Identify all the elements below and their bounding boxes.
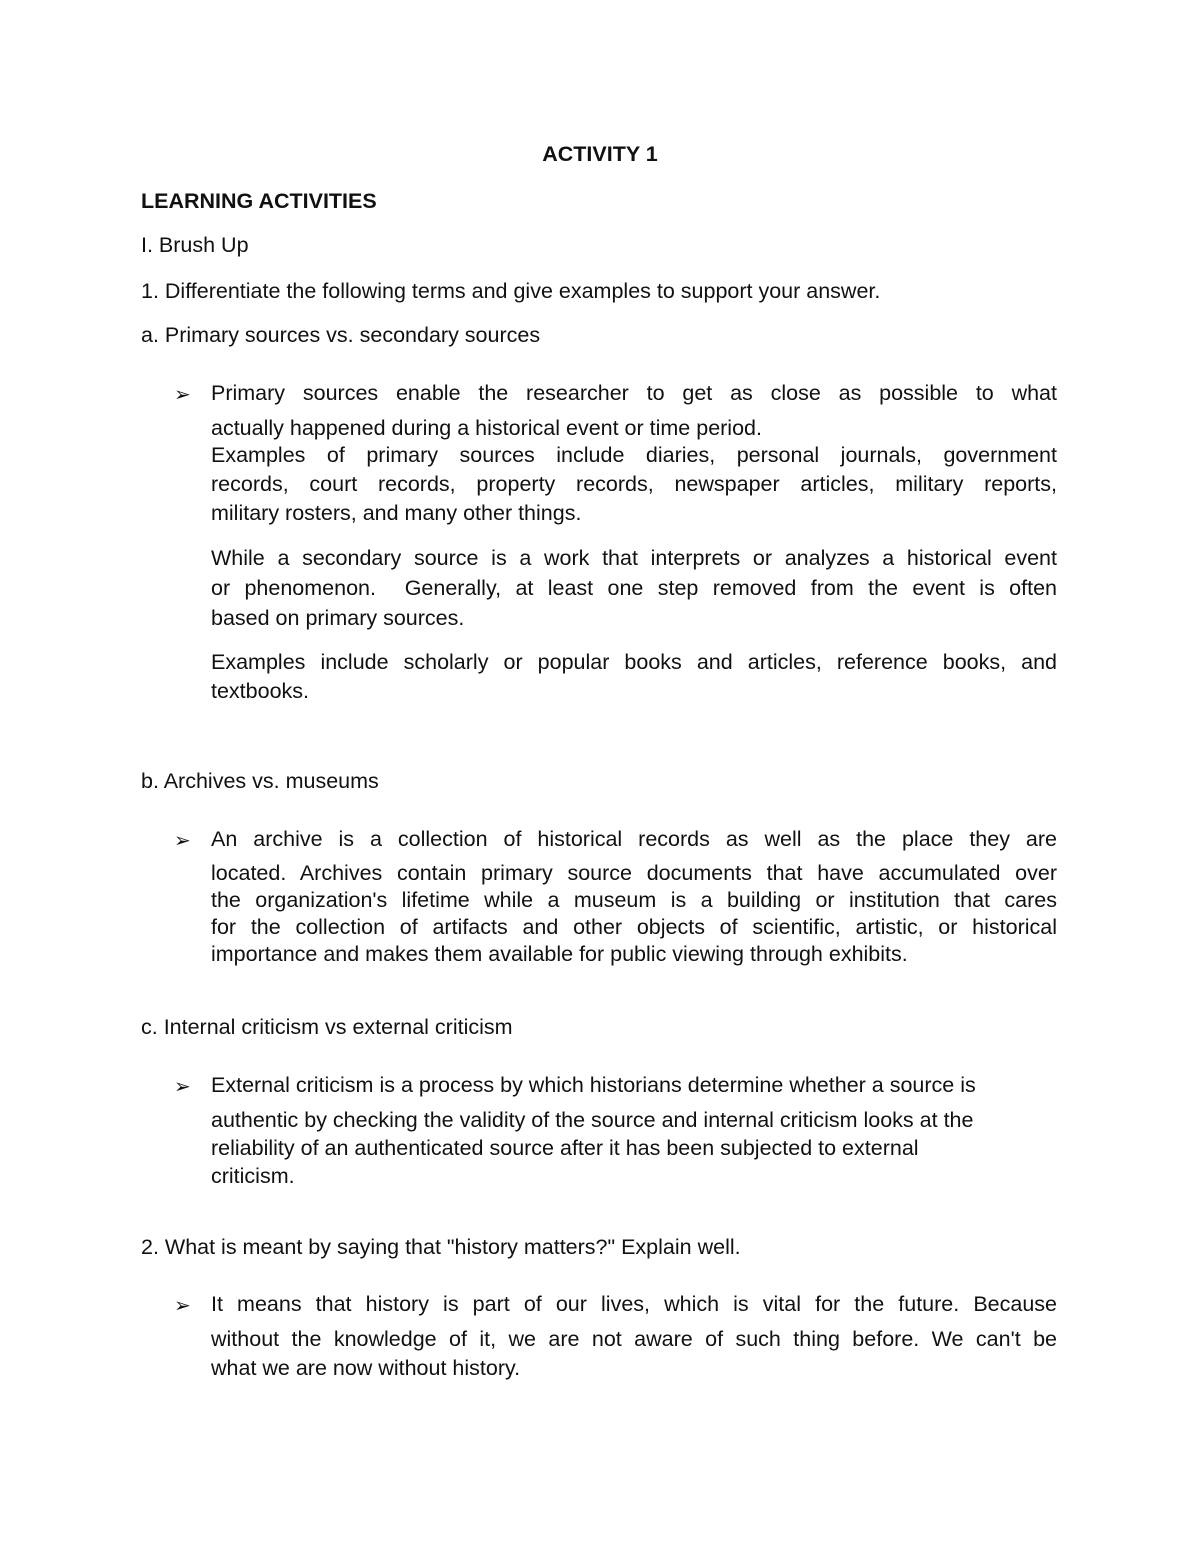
item-b-paragraph-1 (211, 825, 1057, 968)
text-line: actually happened during a historical event or time period. (211, 416, 762, 440)
text-line: Examples of primary sources include diaries, personal journals, government (211, 443, 1057, 467)
text-line: Examples include scholarly or popular books and articles, reference books, and (211, 650, 1057, 674)
text-line: the organization's lifetime while a museum is a building or institution that cares (211, 888, 1057, 912)
question-2: 2. What is meant by saying that "history matters?" Explain well. (141, 1235, 741, 1259)
subsection-label: I. Brush Up (141, 233, 249, 257)
section-heading: LEARNING ACTIVITIES (141, 189, 377, 213)
text-line: It means that history is part of our lives, which is vital for the future. Because (211, 1292, 1057, 1316)
text-line: for the collection of artifacts and other objects of scientific, artistic, or historical (211, 915, 1057, 939)
text-line: or phenomenon. Generally, at least one step removed from the event is often (211, 576, 1057, 600)
text-line: criticism. (211, 1164, 295, 1188)
item-c-paragraph-1 (211, 1071, 1057, 1190)
text-line: based on primary sources. (211, 606, 465, 630)
question-1: 1. Differentiate the following terms and give examples to support your answer. (141, 279, 881, 303)
item-a-paragraph-2 (211, 441, 1057, 528)
item-c-label: c. Internal criticism vs external criticism (141, 1015, 513, 1039)
text-line: military rosters, and many other things. (211, 501, 582, 525)
text-line: what we are now without history. (211, 1356, 521, 1380)
text-line: reliability of an authenticated source after it has been subjected to external (211, 1136, 919, 1160)
bullet-arrow-icon: ➢ (174, 1076, 191, 1098)
document-title: ACTIVITY 1 (542, 142, 658, 166)
question-2-answer (211, 1290, 1057, 1383)
text-line: An archive is a collection of historical records as well as the place they are (211, 827, 1057, 851)
text-line: without the knowledge of it, we are not aware of such thing before. We can't be (211, 1327, 1057, 1351)
text-line: textbooks. (211, 679, 309, 703)
text-line: Primary sources enable the researcher to get as close as possible to what (211, 381, 1057, 405)
item-a-label: a. Primary sources vs. secondary sources (141, 323, 541, 347)
text-line: External criticism is a process by which historians determine whether a source is (211, 1073, 976, 1097)
item-b-label: b. Archives vs. museums (141, 769, 379, 793)
text-line: importance and makes them available for public viewing through exhibits. (211, 942, 908, 966)
text-line: While a secondary source is a work that interprets or analyzes a historical event (211, 546, 1057, 570)
text-line: records, court records, property records, newspaper articles, military reports, (211, 472, 1057, 496)
bullet-arrow-icon: ➢ (174, 1295, 191, 1317)
text-line: authentic by checking the validity of the source and internal criticism looks at the (211, 1108, 974, 1132)
item-a-paragraph-1 (211, 379, 1057, 442)
item-a-paragraph-3 (211, 544, 1057, 634)
item-a-paragraph-4 (211, 648, 1057, 706)
text-line: located. Archives contain primary source documents that have accumulated over (211, 861, 1057, 885)
bullet-arrow-icon: ➢ (174, 384, 191, 406)
bullet-arrow-icon: ➢ (174, 830, 191, 852)
